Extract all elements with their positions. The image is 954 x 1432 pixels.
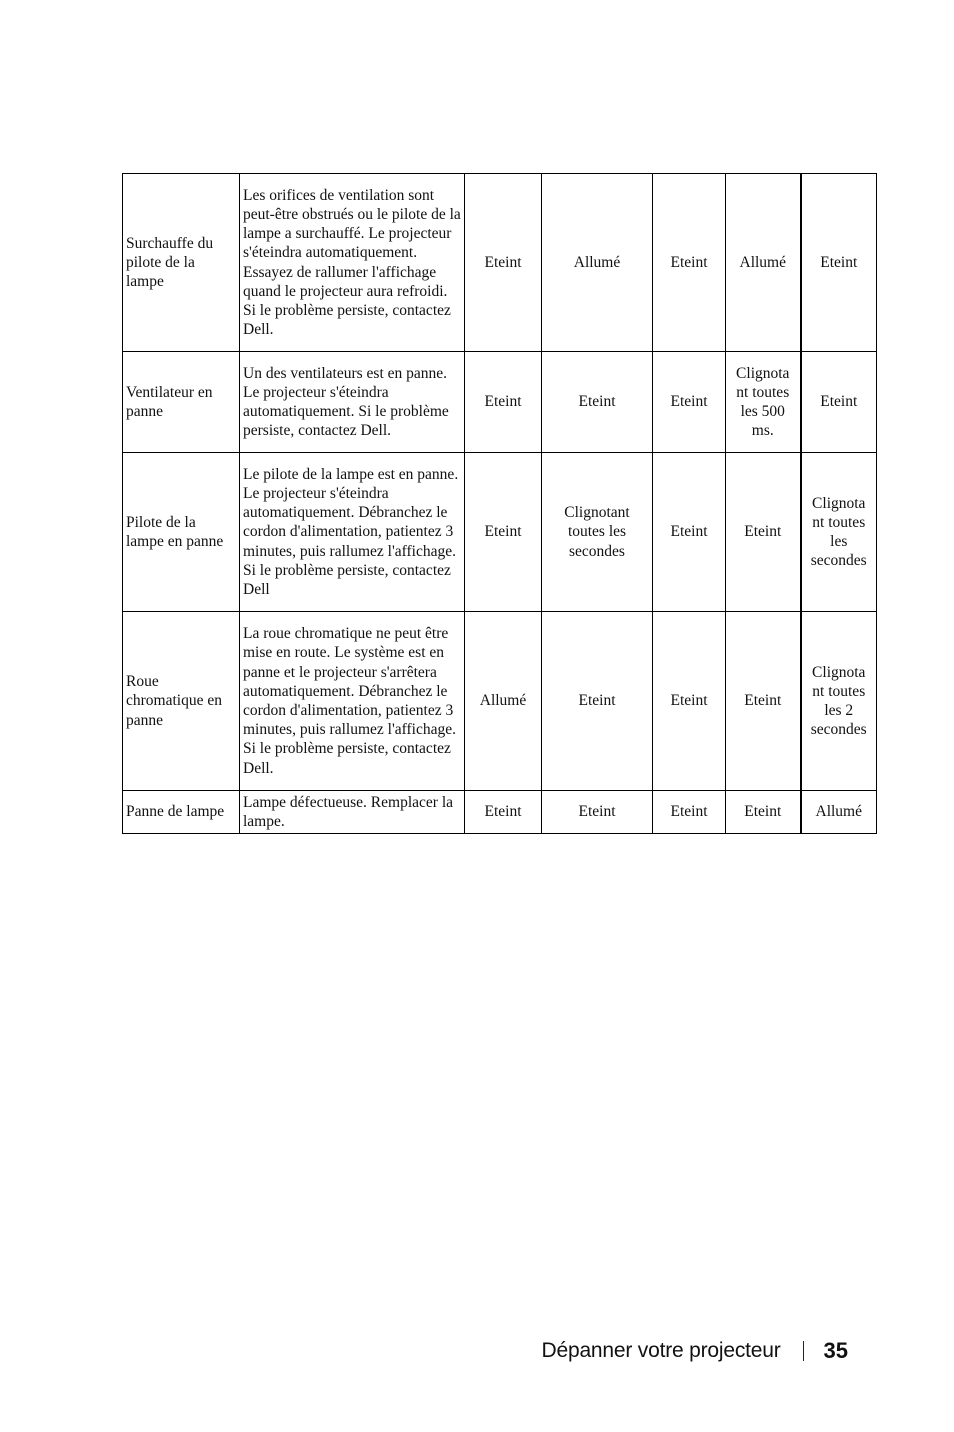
status-cell: Allumé bbox=[465, 612, 542, 791]
problem-cell: Surchauffe du pilote de la lampe bbox=[123, 174, 240, 352]
status-cell: Eteint bbox=[465, 453, 542, 612]
description-cell: Le pilote de la lampe est en panne. Le projecteur s'éteindra automatiquement. Débranchez le cordon d'alimentation, patientez 3 minutes, puis rallumez l'affichage. Si le problème persiste, contactez Dell bbox=[240, 453, 465, 612]
status-cell: Eteint bbox=[653, 791, 726, 834]
status-cell: Eteint bbox=[542, 612, 653, 791]
problem-cell: Ventilateur en panne bbox=[123, 352, 240, 453]
description-cell: Les orifices de ventilation sont peut-être obstrués ou le pilote de la lampe a surchauffé. Le projecteur s'éteindra automatiquement. Essayez de rallumer l'affichage quand le projecteur aura refroidi. Si le problème persiste, contactez Dell. bbox=[240, 174, 465, 352]
status-cell: Eteint bbox=[801, 352, 877, 453]
status-cell: Eteint bbox=[801, 174, 877, 352]
status-cell: Clignota nt toutes les secondes bbox=[801, 453, 877, 612]
table-row bbox=[123, 174, 877, 352]
status-cell: Clignotant toutes les secondes bbox=[542, 453, 653, 612]
status-cell: Eteint bbox=[542, 791, 653, 834]
status-cell: Eteint bbox=[465, 791, 542, 834]
status-cell: Eteint bbox=[653, 174, 726, 352]
description-cell: Un des ventilateurs est en panne. Le projecteur s'éteindra automatiquement. Si le problème persiste, contactez Dell. bbox=[240, 352, 465, 453]
table-row bbox=[123, 453, 877, 612]
problem-cell: Pilote de la lampe en panne bbox=[123, 453, 240, 612]
status-cell: Clignota nt toutes les 500 ms. bbox=[726, 352, 801, 453]
status-cell: Eteint bbox=[726, 791, 801, 834]
page-number: 35 bbox=[823, 1338, 848, 1363]
status-cell: Eteint bbox=[653, 453, 726, 612]
footer-section-title: Dépanner votre projecteur bbox=[541, 1339, 781, 1362]
table-row bbox=[123, 612, 877, 791]
problem-cell: Roue chromatique en panne bbox=[123, 612, 240, 791]
footer-divider bbox=[803, 1341, 804, 1361]
status-cell: Eteint bbox=[542, 352, 653, 453]
status-cell: Eteint bbox=[465, 174, 542, 352]
status-cell: Eteint bbox=[653, 612, 726, 791]
description-cell: Lampe défectueuse. Remplacer la lampe. bbox=[240, 791, 465, 834]
status-cell: Eteint bbox=[726, 453, 801, 612]
status-cell: Allumé bbox=[801, 791, 877, 834]
status-cell: Allumé bbox=[726, 174, 801, 352]
status-cell: Allumé bbox=[542, 174, 653, 352]
table-row bbox=[123, 791, 877, 834]
table-row bbox=[123, 352, 877, 453]
page-footer bbox=[542, 1338, 848, 1364]
status-cell: Clignota nt toutes les 2 secondes bbox=[801, 612, 877, 791]
troubleshooting-status-table bbox=[122, 173, 877, 834]
problem-cell: Panne de lampe bbox=[123, 791, 240, 834]
description-cell: La roue chromatique ne peut être mise en route. Le système est en panne et le projecteur s'arrêtera automatiquement. Débranchez le cordon d'alimentation, patientez 3 minutes, puis rallumez l'affichage. Si le problème persiste, contactez Dell. bbox=[240, 612, 465, 791]
status-cell: Eteint bbox=[653, 352, 726, 453]
status-cell: Eteint bbox=[726, 612, 801, 791]
status-cell: Eteint bbox=[465, 352, 542, 453]
